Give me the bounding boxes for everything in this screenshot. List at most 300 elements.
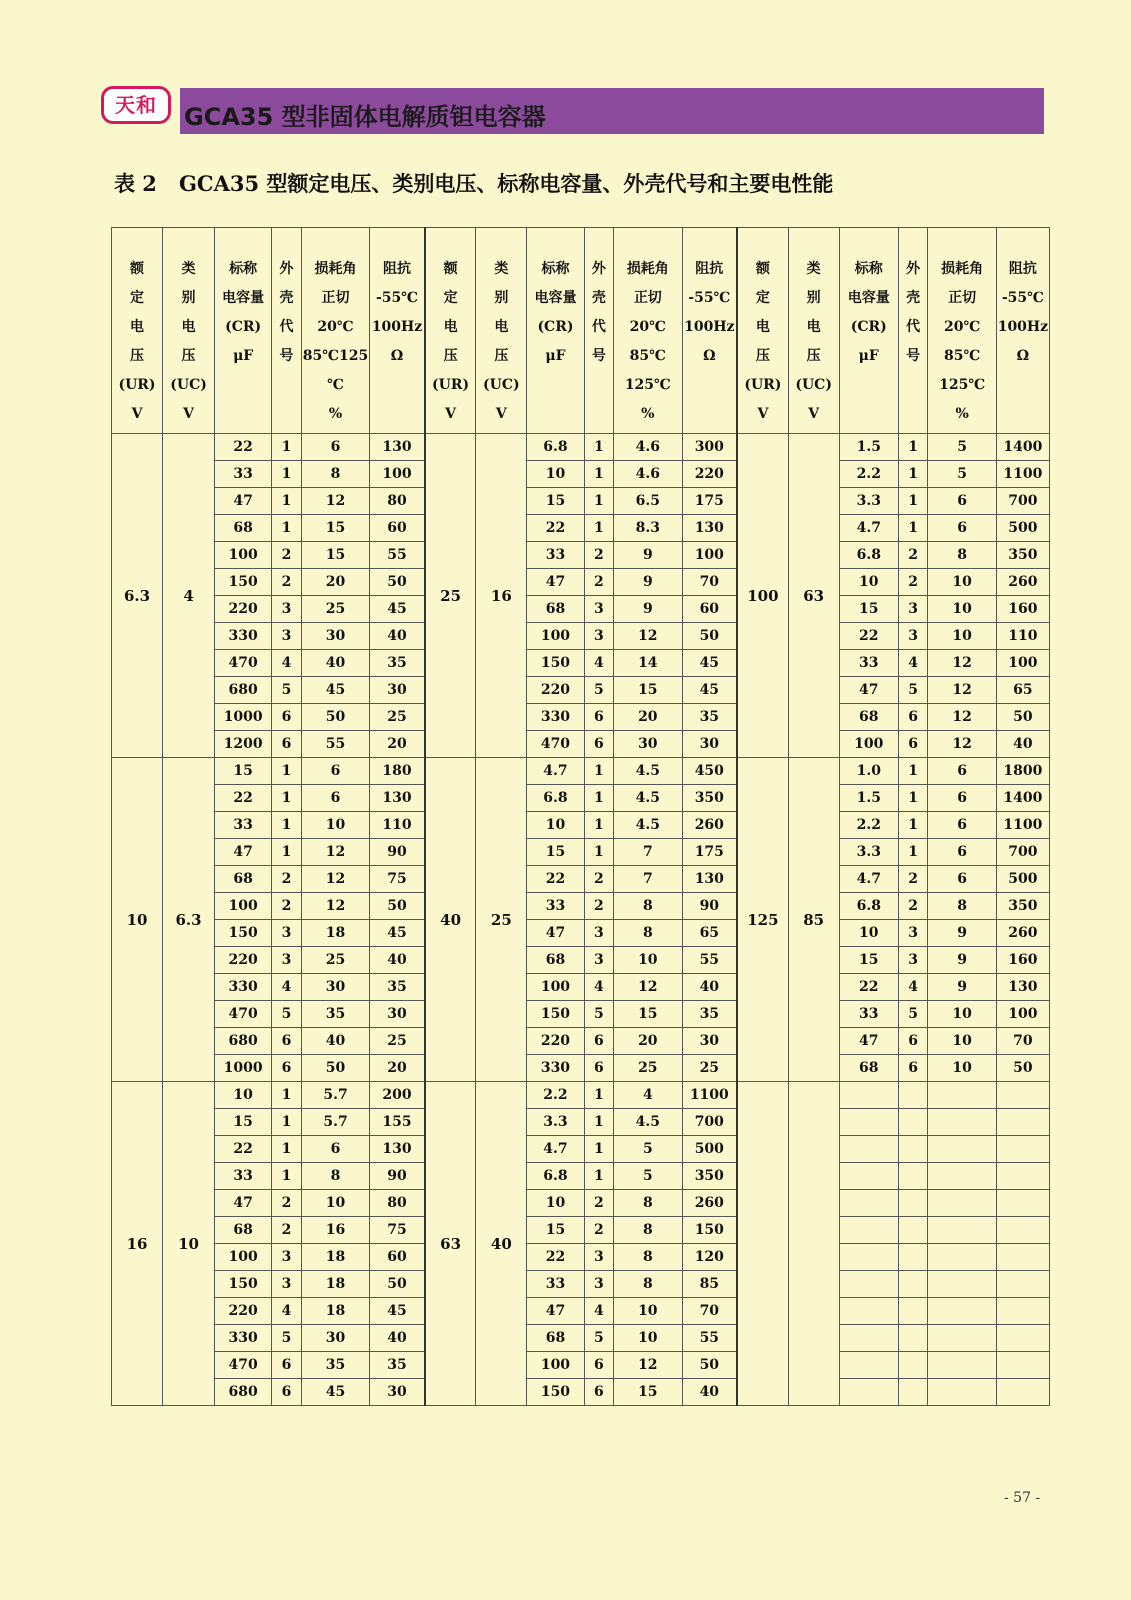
capacitance-cell: 47: [215, 488, 272, 515]
case-code-cell: 1: [272, 1163, 302, 1190]
impedance-cell: 450: [682, 758, 737, 785]
tangent-cell: 4.5: [614, 1109, 682, 1136]
tangent-cell: 4.5: [614, 758, 682, 785]
capacitance-cell: 680: [215, 1379, 272, 1406]
case-code-cell: 1: [584, 1082, 614, 1109]
impedance-cell: 50: [996, 704, 1049, 731]
header-line: 标称: [854, 261, 883, 277]
tangent-cell: 9: [614, 569, 682, 596]
header-line: 125℃: [624, 377, 671, 393]
case-code-cell: 2: [272, 1190, 302, 1217]
capacitance-cell: 10: [839, 569, 898, 596]
impedance-cell: [996, 1136, 1049, 1163]
capacitance-cell: 220: [215, 947, 272, 974]
capacitance-cell: 330: [527, 704, 584, 731]
tangent-cell: [928, 1217, 996, 1244]
capacitance-cell: [839, 1082, 898, 1109]
header-line: 标称: [541, 261, 570, 277]
capacitance-cell: 150: [215, 569, 272, 596]
case-code-cell: 1: [584, 1109, 614, 1136]
impedance-cell: 40: [996, 731, 1049, 758]
case-code-cell: [898, 1082, 928, 1109]
impedance-cell: 100: [370, 461, 425, 488]
case-code-cell: 2: [272, 1217, 302, 1244]
impedance-cell: 700: [682, 1109, 737, 1136]
capacitance-cell: 1.5: [839, 785, 898, 812]
table-row: [112, 731, 1050, 758]
capacitance-cell: 68: [215, 866, 272, 893]
tangent-cell: 9: [928, 920, 996, 947]
header-line: V: [757, 406, 769, 422]
header-line: 外: [906, 261, 921, 277]
impedance-cell: 700: [996, 839, 1049, 866]
tangent-cell: 12: [301, 488, 369, 515]
rated-voltage-cell: 16: [112, 1082, 163, 1406]
case-code-cell: 4: [898, 974, 928, 1001]
rated-voltage-cell: 125: [737, 758, 788, 1082]
case-code-cell: 1: [898, 461, 928, 488]
capacitance-cell: 100: [527, 623, 584, 650]
header-line: (UR): [432, 377, 470, 393]
case-code-cell: [898, 1298, 928, 1325]
capacitance-cell: 6.8: [527, 785, 584, 812]
rated-voltage-cell: 10: [112, 758, 163, 1082]
case-code-cell: 1: [272, 1109, 302, 1136]
impedance-cell: 70: [682, 569, 737, 596]
impedance-cell: 50: [996, 1055, 1049, 1082]
impedance-cell: 40: [370, 623, 425, 650]
case-code-cell: 6: [898, 704, 928, 731]
case-code-cell: [898, 1217, 928, 1244]
tangent-cell: 7: [614, 866, 682, 893]
tangent-cell: 18: [301, 1298, 369, 1325]
impedance-cell: 80: [370, 488, 425, 515]
tangent-cell: 8: [928, 542, 996, 569]
case-code-cell: 3: [898, 947, 928, 974]
tangent-cell: 50: [301, 1055, 369, 1082]
case-code-cell: 6: [584, 1352, 614, 1379]
header-line: 电容量: [847, 290, 890, 306]
table-row: [112, 704, 1050, 731]
capacitance-cell: 1.0: [839, 758, 898, 785]
case-code-cell: 5: [584, 677, 614, 704]
capacitance-cell: 68: [839, 704, 898, 731]
capacitance-cell: 10: [527, 461, 584, 488]
header-line: (CR): [537, 319, 574, 335]
case-code-cell: [898, 1136, 928, 1163]
header-line: 阻抗: [1008, 261, 1037, 277]
case-code-cell: 2: [584, 893, 614, 920]
capacitance-cell: [839, 1109, 898, 1136]
impedance-cell: 120: [682, 1244, 737, 1271]
tangent-cell: 8: [614, 920, 682, 947]
header-line: Ω: [703, 348, 716, 364]
case-code-cell: 4: [584, 974, 614, 1001]
capacitance-cell: 150: [215, 1271, 272, 1298]
case-code-cell: [898, 1325, 928, 1352]
case-code-cell: 3: [898, 920, 928, 947]
case-code-cell: 3: [898, 623, 928, 650]
impedance-cell: 160: [996, 947, 1049, 974]
table-header-row: [112, 228, 1050, 434]
capacitance-cell: 22: [527, 866, 584, 893]
capacitance-cell: 10: [527, 812, 584, 839]
capacitance-cell: 47: [839, 1028, 898, 1055]
impedance-cell: 65: [682, 920, 737, 947]
capacitance-cell: 1000: [215, 704, 272, 731]
capacitance-cell: [839, 1352, 898, 1379]
tangent-cell: 12: [928, 677, 996, 704]
tangent-cell: 18: [301, 1244, 369, 1271]
impedance-cell: 25: [370, 1028, 425, 1055]
table-row: [112, 1136, 1050, 1163]
header-line: 20℃: [629, 319, 666, 335]
impedance-cell: 45: [682, 650, 737, 677]
tangent-cell: 6: [301, 785, 369, 812]
capacitance-cell: 15: [215, 758, 272, 785]
header-line: 20℃: [944, 319, 981, 335]
capacitance-cell: 150: [215, 920, 272, 947]
capacitance-cell: 33: [215, 812, 272, 839]
tangent-cell: 10: [928, 1001, 996, 1028]
tangent-cell: 10: [614, 947, 682, 974]
tangent-cell: 9: [614, 596, 682, 623]
capacitance-cell: 68: [527, 1325, 584, 1352]
tangent-cell: 10: [614, 1298, 682, 1325]
impedance-cell: 70: [996, 1028, 1049, 1055]
table-row: [112, 1325, 1050, 1352]
case-code-cell: 2: [584, 569, 614, 596]
capacitance-cell: [839, 1190, 898, 1217]
category-voltage-cell: 6.3: [163, 758, 215, 1082]
case-code-cell: 3: [272, 1271, 302, 1298]
capacitance-cell: 22: [215, 434, 272, 461]
capacitance-cell: 47: [527, 569, 584, 596]
impedance-cell: 60: [370, 515, 425, 542]
header-line: (UR): [118, 377, 156, 393]
tangent-cell: [928, 1379, 996, 1406]
tangent-cell: 5: [928, 461, 996, 488]
tangent-cell: [928, 1136, 996, 1163]
impedance-cell: 80: [370, 1190, 425, 1217]
capacitance-cell: 68: [527, 596, 584, 623]
impedance-cell: 85: [682, 1271, 737, 1298]
tangent-cell: 9: [614, 542, 682, 569]
table-row: [112, 1271, 1050, 1298]
column-header: [788, 228, 839, 434]
tangent-cell: 15: [301, 515, 369, 542]
case-code-cell: 1: [272, 1082, 302, 1109]
tangent-cell: 12: [301, 893, 369, 920]
tangent-cell: 14: [614, 650, 682, 677]
capacitance-cell: 3.3: [527, 1109, 584, 1136]
tangent-cell: 15: [614, 677, 682, 704]
tangent-cell: [928, 1271, 996, 1298]
column-header: [272, 228, 302, 434]
tangent-cell: 16: [301, 1217, 369, 1244]
header-line: %: [955, 406, 969, 422]
impedance-cell: [996, 1082, 1049, 1109]
header-line: (UC): [483, 377, 520, 393]
header-line: -55℃: [1001, 290, 1044, 306]
capacitance-cell: 4.7: [839, 515, 898, 542]
column-header: [839, 228, 898, 434]
case-code-cell: 1: [584, 515, 614, 542]
case-code-cell: 2: [898, 866, 928, 893]
case-code-cell: 1: [272, 461, 302, 488]
capacitance-cell: 330: [215, 974, 272, 1001]
case-code-cell: 5: [272, 677, 302, 704]
column-header: [737, 228, 788, 434]
capacitance-cell: 33: [215, 1163, 272, 1190]
case-code-cell: 4: [584, 650, 614, 677]
column-header: [527, 228, 584, 434]
capacitance-cell: 22: [839, 974, 898, 1001]
case-code-cell: 1: [584, 812, 614, 839]
tangent-cell: 40: [301, 650, 369, 677]
header-line: 代: [279, 319, 294, 335]
tangent-cell: 12: [614, 623, 682, 650]
tangent-cell: 9: [928, 947, 996, 974]
header-line: %: [328, 406, 343, 422]
capacitance-cell: 33: [215, 461, 272, 488]
impedance-cell: 30: [682, 1028, 737, 1055]
header-line: Ω: [390, 348, 404, 364]
case-code-cell: 3: [584, 947, 614, 974]
tangent-cell: 10: [928, 623, 996, 650]
table-row: [112, 1001, 1050, 1028]
impedance-cell: 1400: [996, 785, 1049, 812]
header-line: V: [495, 406, 507, 422]
header-line: (CR): [225, 319, 262, 335]
rated-voltage-cell: 25: [425, 434, 476, 758]
tangent-cell: 12: [928, 731, 996, 758]
impedance-cell: 30: [370, 1001, 425, 1028]
header-line: 外: [279, 261, 294, 277]
impedance-cell: 40: [370, 1325, 425, 1352]
impedance-cell: 350: [996, 542, 1049, 569]
header-line: 别: [494, 290, 509, 306]
header-line: 定: [755, 290, 770, 306]
impedance-cell: 90: [370, 839, 425, 866]
tangent-cell: 12: [928, 704, 996, 731]
tangent-cell: 10: [928, 1055, 996, 1082]
case-code-cell: 1: [584, 461, 614, 488]
impedance-cell: 160: [996, 596, 1049, 623]
case-code-cell: 2: [898, 893, 928, 920]
capacitance-cell: 2.2: [527, 1082, 584, 1109]
rated-voltage-cell: [737, 1082, 788, 1406]
impedance-cell: 500: [682, 1136, 737, 1163]
header-line: 壳: [906, 290, 921, 306]
table-row: [112, 785, 1050, 812]
tangent-cell: 8: [301, 1163, 369, 1190]
case-code-cell: 1: [272, 488, 302, 515]
impedance-cell: 350: [682, 1163, 737, 1190]
page-title: GCA35 型非固体电解质钽电容器: [184, 103, 546, 131]
impedance-cell: 130: [370, 434, 425, 461]
case-code-cell: 6: [898, 1055, 928, 1082]
capacitance-cell: 10: [839, 920, 898, 947]
case-code-cell: [898, 1271, 928, 1298]
case-code-cell: 6: [584, 1379, 614, 1406]
spec-table: [111, 227, 1050, 1406]
case-code-cell: 4: [898, 650, 928, 677]
case-code-cell: 6: [272, 731, 302, 758]
tangent-cell: 12: [301, 866, 369, 893]
impedance-cell: 25: [370, 704, 425, 731]
table-row: [112, 542, 1050, 569]
capacitance-cell: 470: [527, 731, 584, 758]
tangent-cell: 5.7: [301, 1109, 369, 1136]
tangent-cell: 15: [614, 1379, 682, 1406]
case-code-cell: 1: [898, 812, 928, 839]
impedance-cell: [996, 1325, 1049, 1352]
impedance-cell: 1100: [682, 1082, 737, 1109]
capacitance-cell: 33: [527, 1271, 584, 1298]
tangent-cell: 30: [301, 974, 369, 1001]
category-voltage-cell: 40: [476, 1082, 527, 1406]
case-code-cell: 1: [272, 785, 302, 812]
tangent-cell: 4.6: [614, 461, 682, 488]
header-line: 壳: [279, 290, 294, 306]
capacitance-cell: 22: [215, 1136, 272, 1163]
capacitance-cell: 68: [527, 947, 584, 974]
capacitance-cell: 15: [527, 839, 584, 866]
rated-voltage-cell: 63: [425, 1082, 476, 1406]
impedance-cell: 300: [682, 434, 737, 461]
capacitance-cell: [839, 1271, 898, 1298]
capacitance-cell: 4.7: [527, 1136, 584, 1163]
table-row: [112, 1298, 1050, 1325]
tangent-cell: 6: [301, 758, 369, 785]
category-voltage-cell: 16: [476, 434, 527, 758]
header-line: -55℃: [688, 290, 731, 306]
capacitance-cell: 2.2: [839, 812, 898, 839]
tangent-cell: 35: [301, 1352, 369, 1379]
capacitance-cell: 100: [527, 974, 584, 1001]
tangent-cell: 25: [301, 596, 369, 623]
capacitance-cell: [839, 1298, 898, 1325]
impedance-cell: [996, 1271, 1049, 1298]
table-row: [112, 596, 1050, 623]
tangent-cell: [928, 1109, 996, 1136]
case-code-cell: 2: [898, 542, 928, 569]
case-code-cell: 2: [272, 542, 302, 569]
header-line: 电: [755, 319, 770, 335]
case-code-cell: 1: [584, 488, 614, 515]
header-line: 100Hz: [997, 319, 1049, 335]
case-code-cell: 1: [272, 515, 302, 542]
impedance-cell: 350: [996, 893, 1049, 920]
column-header: [301, 228, 369, 434]
header-line: 损耗角: [314, 261, 357, 277]
tangent-cell: 10: [301, 812, 369, 839]
capacitance-cell: [839, 1379, 898, 1406]
header-line: 别: [181, 290, 196, 306]
tangent-cell: 30: [301, 1325, 369, 1352]
tangent-cell: 6: [928, 515, 996, 542]
capacitance-cell: 100: [215, 1244, 272, 1271]
capacitance-cell: 680: [215, 1028, 272, 1055]
tangent-cell: 10: [928, 569, 996, 596]
category-voltage-cell: 63: [788, 434, 839, 758]
tangent-cell: 8: [614, 1190, 682, 1217]
impedance-cell: 100: [996, 650, 1049, 677]
impedance-cell: 90: [682, 893, 737, 920]
capacitance-cell: 6.8: [839, 893, 898, 920]
category-voltage-cell: [788, 1082, 839, 1406]
category-voltage-cell: 10: [163, 1082, 215, 1406]
case-code-cell: 4: [584, 1298, 614, 1325]
table-row: [112, 1244, 1050, 1271]
case-code-cell: [898, 1244, 928, 1271]
header-line: 额: [130, 261, 145, 277]
impedance-cell: [996, 1352, 1049, 1379]
capacitance-cell: 100: [215, 542, 272, 569]
header-line: 阻抗: [383, 261, 411, 277]
case-code-cell: 2: [272, 866, 302, 893]
case-code-cell: 6: [272, 1352, 302, 1379]
impedance-cell: 55: [370, 542, 425, 569]
tangent-cell: 20: [614, 704, 682, 731]
header-line: 压: [755, 348, 770, 364]
impedance-cell: 55: [682, 947, 737, 974]
table-row: [112, 434, 1050, 461]
header-line: 外: [591, 261, 606, 277]
tangent-cell: 6: [301, 434, 369, 461]
case-code-cell: 3: [272, 596, 302, 623]
capacitance-cell: 4.7: [527, 758, 584, 785]
table-row: [112, 650, 1050, 677]
case-code-cell: 3: [272, 1244, 302, 1271]
tangent-cell: 5.7: [301, 1082, 369, 1109]
case-code-cell: 2: [584, 1190, 614, 1217]
impedance-cell: 130: [370, 1136, 425, 1163]
table-row: [112, 974, 1050, 1001]
column-header: [370, 228, 425, 434]
capacitance-cell: 680: [215, 677, 272, 704]
case-code-cell: 6: [272, 1055, 302, 1082]
tangent-cell: 8.3: [614, 515, 682, 542]
table-row: [112, 1379, 1050, 1406]
case-code-cell: 6: [584, 1055, 614, 1082]
header-line: 类: [806, 261, 821, 277]
table-number: 表 2: [114, 171, 157, 196]
impedance-cell: [996, 1190, 1049, 1217]
table-row: [112, 515, 1050, 542]
tangent-cell: 20: [614, 1028, 682, 1055]
capacitance-cell: 3.3: [839, 839, 898, 866]
impedance-cell: 30: [370, 1379, 425, 1406]
tangent-cell: 20: [301, 569, 369, 596]
header-line: 正切: [321, 290, 350, 306]
header-line: 类: [494, 261, 509, 277]
capacitance-cell: 330: [215, 1325, 272, 1352]
header-line: -55℃: [375, 290, 419, 306]
table-row: [112, 1163, 1050, 1190]
impedance-cell: 100: [682, 542, 737, 569]
capacitance-cell: 100: [215, 893, 272, 920]
tangent-cell: 8: [614, 893, 682, 920]
case-code-cell: 1: [584, 1136, 614, 1163]
header-line: 电: [181, 319, 196, 335]
capacitance-cell: 150: [527, 650, 584, 677]
impedance-cell: 35: [370, 974, 425, 1001]
capacitance-cell: 47: [527, 920, 584, 947]
table-row: [112, 1028, 1050, 1055]
capacitance-cell: 22: [527, 1244, 584, 1271]
